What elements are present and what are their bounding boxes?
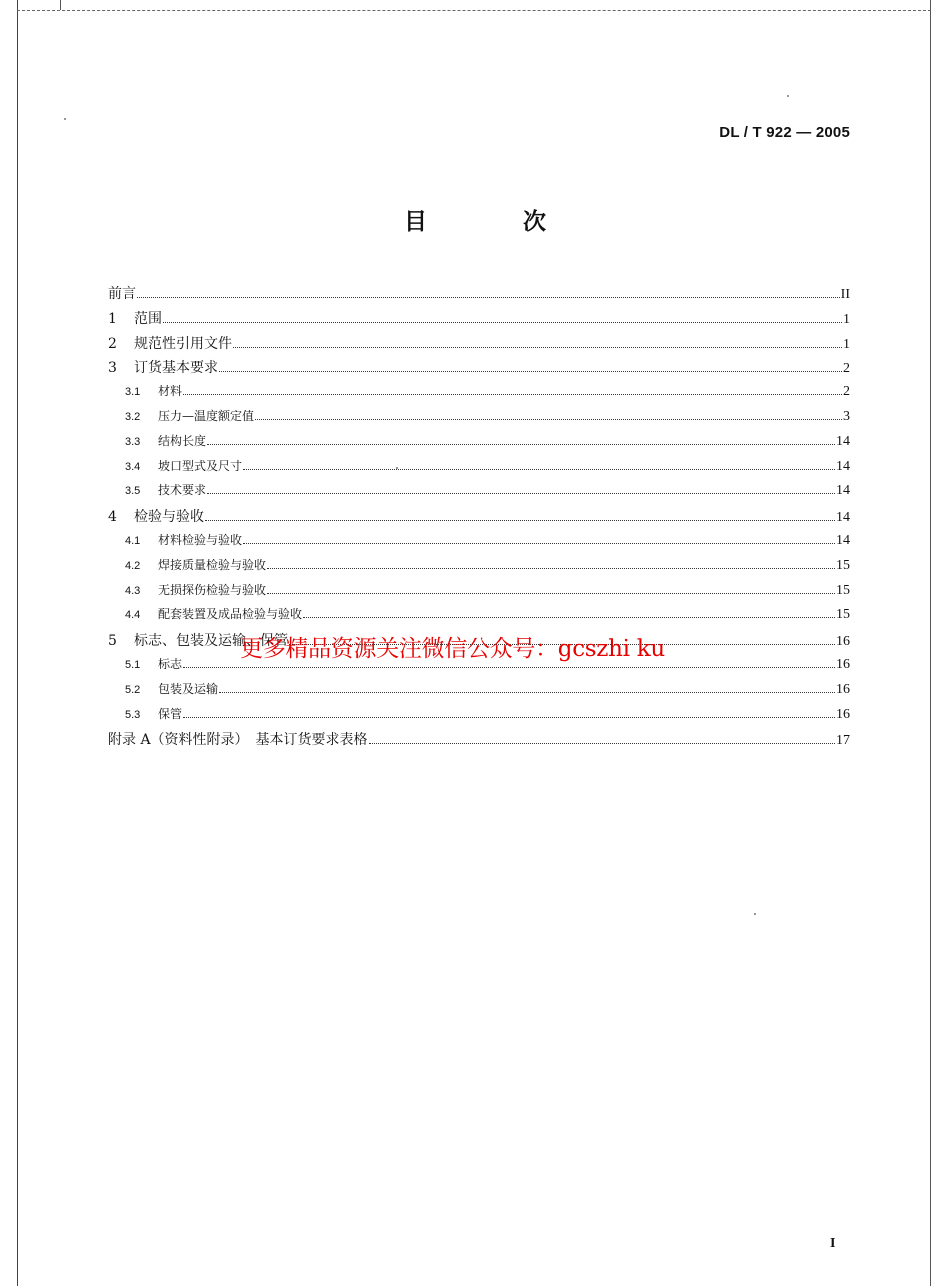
toc-leader-dots: [205, 520, 835, 521]
toc-entry-page: 14: [836, 483, 850, 499]
toc-entry-number: 4: [108, 509, 117, 526]
toc-entry-page: 17: [836, 733, 850, 749]
toc-entry[interactable]: [108, 605, 850, 630]
toc-entry-number: 3.2: [125, 410, 141, 423]
toc-leader-dots: [219, 371, 842, 372]
toc-leader-dots: [163, 322, 842, 323]
toc-entry-number: 3: [108, 360, 117, 377]
toc-entry-label: 标志、包装及运输、保管: [134, 633, 288, 650]
toc-leader-dots: [183, 394, 842, 395]
toc-entry-label: 结构长度: [158, 433, 207, 448]
toc-leader-dots: [219, 692, 835, 693]
toc-leader-dots: [267, 568, 835, 569]
toc-entry-page: 16: [836, 656, 850, 672]
toc-entry-label: 材料: [158, 384, 183, 399]
toc-leader-dots: [267, 593, 835, 594]
toc-entry[interactable]: [108, 556, 850, 581]
toc-entry[interactable]: [108, 333, 850, 358]
toc-entry-number: 4.4: [125, 609, 141, 622]
toc-entry-page: 14: [836, 510, 850, 526]
toc-entry-page: 2: [843, 361, 850, 377]
scan-speck: [64, 118, 66, 120]
toc-entry-page: 14: [836, 433, 850, 449]
toc-entry-page: 16: [836, 634, 850, 650]
toc-leader-dots: [207, 444, 835, 445]
toc-entry[interactable]: [108, 283, 850, 308]
toc-entry-label: 焊接质量检验与验收: [158, 557, 267, 572]
toc-entry-label: 保管: [158, 706, 183, 721]
page-title: 目 次: [403, 208, 590, 235]
toc-leader-dots: [183, 667, 835, 668]
toc-entry[interactable]: [108, 457, 850, 482]
toc-entry-page: 2: [843, 384, 850, 400]
toc-entry-number: 3.4: [125, 460, 141, 473]
toc-leader-dots: [207, 493, 835, 494]
toc-entry-label: 范围: [134, 310, 162, 327]
toc-entry-number: 3.3: [125, 435, 141, 448]
toc-leader-dots: [303, 617, 835, 618]
standard-code: DL / T 922 — 2005: [719, 124, 850, 141]
toc-entry-number: 2: [108, 335, 117, 352]
toc-leader-dots: [369, 743, 835, 744]
scan-border-right: [930, 0, 931, 1286]
toc-entry-page: 15: [836, 582, 850, 598]
toc-entry-number: 3.1: [125, 386, 141, 399]
toc-entry-page: 15: [836, 557, 850, 573]
toc-entry-page: II: [840, 287, 850, 302]
toc-entry-page: 14: [836, 458, 850, 474]
toc-entry-label: 材料检验与验收: [158, 532, 243, 547]
toc-leader-dots: [137, 297, 840, 298]
toc-entry-number: 4.1: [125, 534, 141, 547]
toc-entry-page: 1: [843, 311, 850, 327]
toc-entry-label: 包装及运输: [158, 681, 219, 696]
scan-speck: [787, 95, 789, 97]
toc-entry-page: 16: [836, 681, 850, 697]
scan-border-left: [17, 0, 18, 1286]
toc-entry-label: 无损探伤检验与验收: [158, 582, 267, 597]
toc-entry-label: 压力—温度额定值: [158, 408, 255, 423]
watermark-text: 更多精品资源关注微信公众号：gcszhi ku: [240, 636, 665, 662]
toc-entry-number: 1: [108, 310, 117, 327]
scan-speck: [754, 913, 756, 915]
toc-entry[interactable]: [108, 481, 850, 506]
toc-entry-label: 技术要求: [158, 483, 207, 498]
toc-leader-dots: [255, 419, 842, 420]
toc-entry-page: 1: [843, 336, 850, 352]
toc-entry-label: 规范性引用文件: [134, 335, 232, 352]
toc-leader-dots: [233, 347, 842, 348]
toc-entry-label: 配套装置及成品检验与验收: [158, 607, 303, 622]
toc-entry-page: 16: [836, 706, 850, 722]
toc-entry-label: 检验与验收: [134, 509, 204, 526]
toc-entry[interactable]: [108, 357, 850, 382]
toc-entry-number: 5.2: [125, 683, 141, 696]
toc-leader-dots: [183, 717, 835, 718]
toc-entry-number: 4.3: [125, 584, 141, 597]
toc-entry-number: 5.1: [125, 658, 141, 671]
page-number: I: [830, 1236, 836, 1251]
toc-entry-label: 坡口型式及尺寸: [158, 458, 243, 473]
toc-entry[interactable]: [108, 705, 850, 730]
toc-entry[interactable]: [108, 407, 850, 432]
toc-leader-dots: [243, 469, 835, 470]
toc-entry-label: 标志: [158, 656, 183, 671]
toc-entry[interactable]: [108, 382, 850, 407]
toc-entry-number: 5.3: [125, 708, 141, 721]
toc-entry-number: 3.5: [125, 485, 141, 498]
scan-border-top: [17, 10, 931, 11]
toc-leader-dots: [243, 543, 835, 544]
toc-entry[interactable]: [108, 729, 850, 754]
toc-entry-page: 15: [836, 607, 850, 623]
toc-entry-number: 4.2: [125, 559, 141, 572]
toc-entry[interactable]: [108, 531, 850, 556]
toc-entry-page: 14: [836, 532, 850, 548]
table-of-contents: [108, 283, 850, 754]
toc-entry[interactable]: [108, 581, 850, 606]
toc-entry[interactable]: [108, 680, 850, 705]
toc-entry-label: 前言: [108, 286, 136, 302]
toc-entry-label: 附录 A（资料性附录） 基本订货要求表格: [108, 732, 368, 749]
toc-entry-number: 5: [108, 633, 117, 650]
scan-mark: [60, 0, 61, 10]
toc-entry-page: 3: [843, 408, 850, 424]
toc-entry[interactable]: [108, 308, 850, 333]
toc-entry-label: 订货基本要求: [134, 360, 218, 377]
toc-entry[interactable]: [108, 432, 850, 457]
toc-entry[interactable]: [108, 506, 850, 531]
